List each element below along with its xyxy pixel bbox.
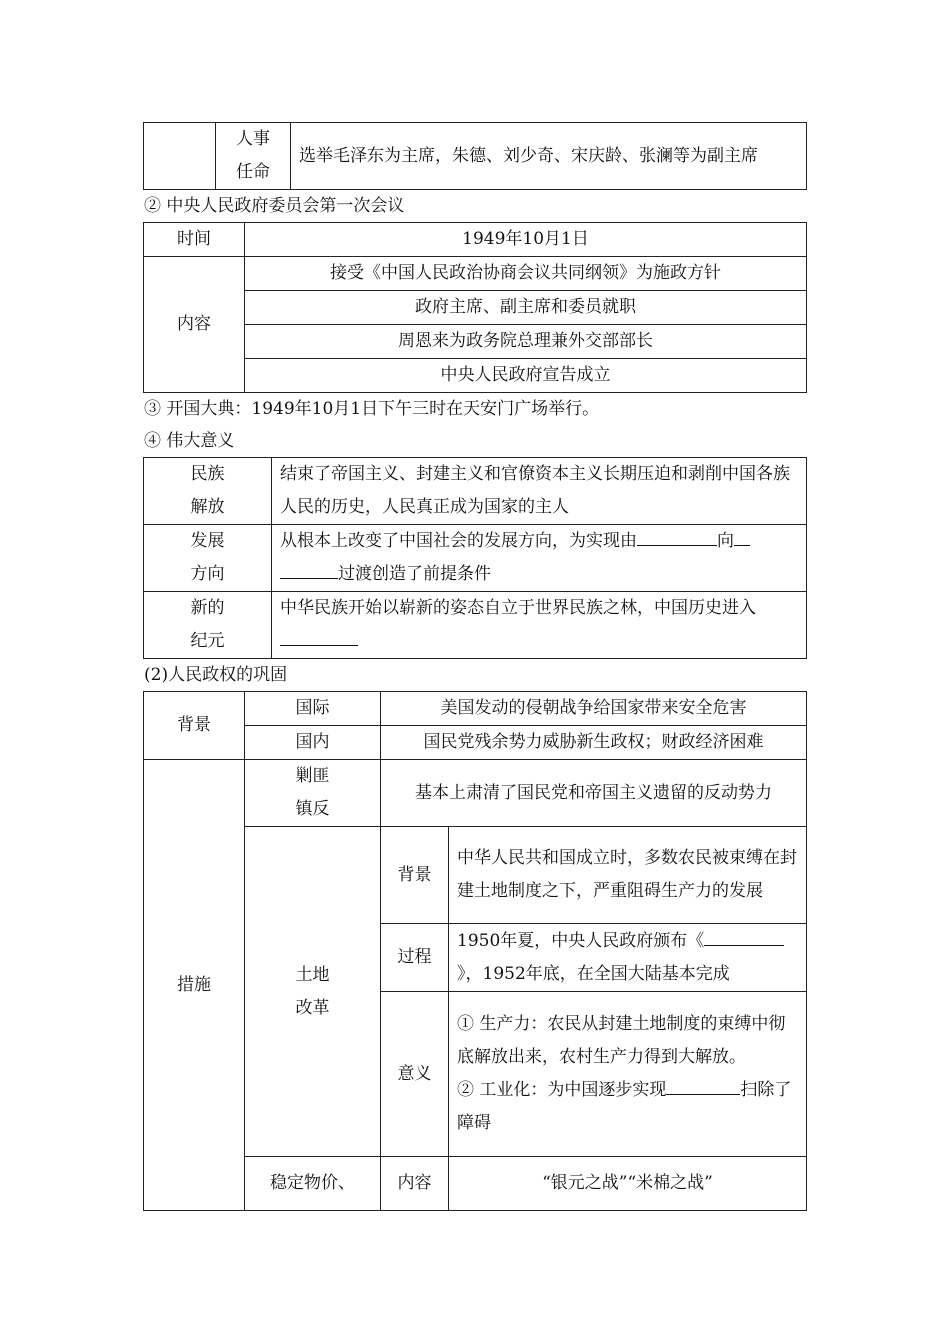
first-meeting-table [143, 222, 807, 393]
meaning-label: 意义 [381, 992, 449, 1157]
table-row [144, 223, 807, 257]
row-label: 发展 方向 [144, 525, 272, 592]
liberation-text: 结束了帝国主义、封建主义和官僚资本主义长期压迫和剥削中国各族人民的历史，人民真正成为国家的主人 [272, 458, 807, 525]
content-item: 中央人民政府宣告成立 [245, 359, 807, 393]
domestic-text: 国民党残余势力威胁新生政权；财政经济困难 [381, 726, 807, 760]
table-row [144, 458, 807, 525]
price-content-label: 内容 [381, 1157, 449, 1211]
land-reform-label: 土地 改革 [245, 827, 381, 1157]
content-item: 政府主席、副主席和委员就职 [245, 291, 807, 325]
domestic-label: 国内 [245, 726, 381, 760]
fill-blank[interactable] [734, 525, 750, 546]
fill-blank[interactable] [666, 1074, 740, 1095]
significance-table [143, 457, 807, 659]
appointment-text: 选举毛泽东为主席，朱德、刘少奇、宋庆龄、张澜等为副主席 [291, 123, 807, 190]
intl-text: 美国发动的侵朝战争给国家带来安全危害 [381, 692, 807, 726]
measures-label: 措施 [144, 760, 245, 1211]
section-heading-2: ② 中央人民政府委员会第一次会议 [144, 196, 405, 216]
fill-blank[interactable] [280, 625, 358, 646]
time-label: 时间 [144, 223, 245, 257]
content-item: 接受《中国人民政治协商会议共同纲领》为施政方针 [245, 257, 807, 291]
appointment-table [143, 122, 807, 190]
fill-blank[interactable] [637, 525, 717, 546]
row-label: 人事 任命 [216, 123, 291, 190]
row-label: 新的 纪元 [144, 592, 272, 659]
table-row [144, 123, 807, 190]
row-label: 民族 解放 [144, 458, 272, 525]
process-text: 1950年夏，中央人民政府颁布《》，1952年底，在全国大陆基本完成 [449, 924, 807, 992]
time-value: 1949年10月1日 [245, 223, 807, 257]
consolidation-table [143, 691, 807, 1211]
direction-text: 从根本上改变了中国社会的发展方向，为实现由 向过渡创造了前提条件 [272, 525, 807, 592]
fill-blank[interactable] [774, 925, 784, 946]
table-row [144, 592, 807, 659]
section-heading-3: ③ 开国大典：1949年10月1日下午三时在天安门广场举行。 [144, 399, 600, 419]
fill-blank[interactable] [704, 925, 774, 946]
table-row [144, 525, 807, 592]
document-page [143, 122, 807, 1211]
land-background-text: 中华人民共和国成立时，多数农民被束缚在封建土地制度之下，严重阻碍生产力的发展 [449, 827, 807, 924]
content-item: 周恩来为政务院总理兼外交部部长 [245, 325, 807, 359]
section-heading-5: (2)人民政权的巩固 [144, 665, 288, 685]
price-content-text: “银元之战”“米棉之战” [449, 1157, 807, 1211]
suppress-text: 基本上肃清了国民党和帝国主义遗留的反动势力 [381, 760, 807, 827]
meaning-text: ① 生产力：农民从封建土地制度的束缚中彻底解放出来，农村生产力得到大解放。 ② 工业化：为中国逐步实现 扫除了障碍 [449, 992, 807, 1157]
section-heading-4: ④ 伟大意义 [144, 431, 235, 451]
fill-blank[interactable] [280, 558, 338, 579]
process-label: 过程 [381, 924, 449, 992]
stabilize-prices-label: 稳定物价、 [245, 1157, 381, 1211]
table-row [144, 760, 807, 827]
empty-cell [144, 123, 216, 190]
land-background-label: 背景 [381, 827, 449, 924]
content-label: 内容 [144, 257, 245, 393]
table-row [144, 257, 807, 291]
suppress-label: 剿匪 镇反 [245, 760, 381, 827]
intl-label: 国际 [245, 692, 381, 726]
background-label: 背景 [144, 692, 245, 760]
new-era-text: 中华民族开始以崭新的姿态自立于世界民族之林，中国历史进入 [272, 592, 807, 659]
table-row [144, 692, 807, 726]
